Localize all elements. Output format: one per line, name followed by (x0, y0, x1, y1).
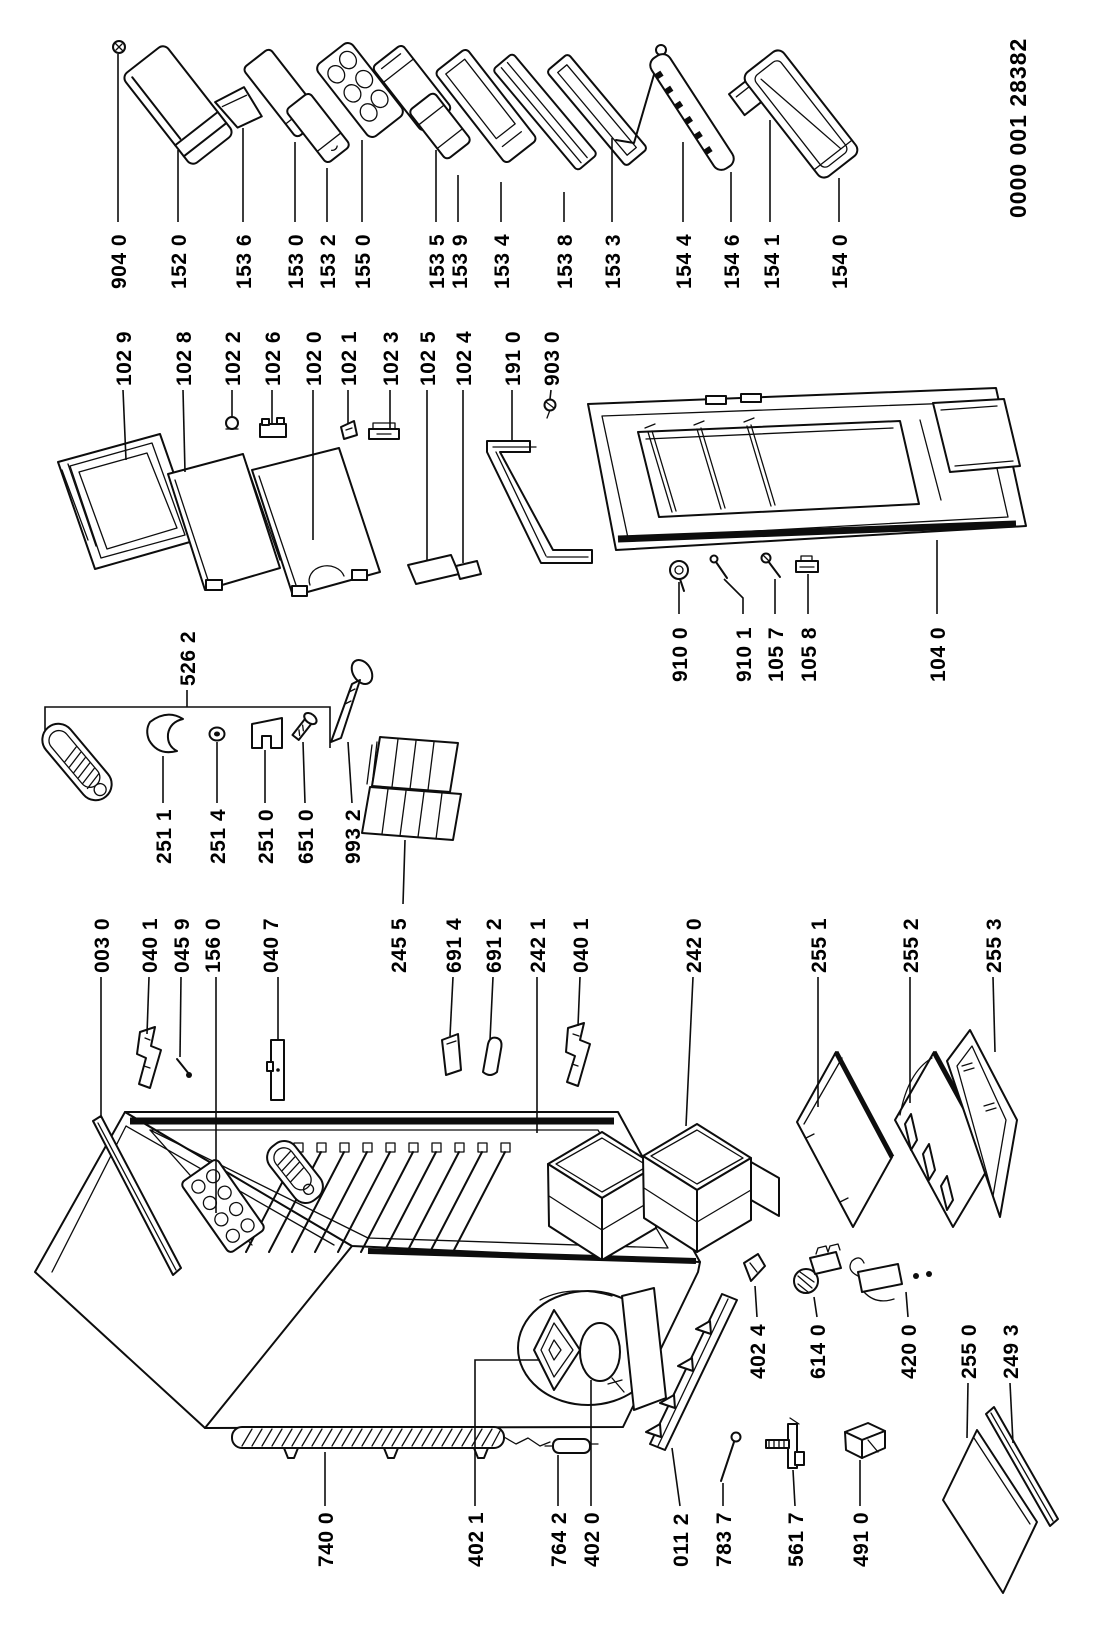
part-label-102-5: 102 5 (417, 330, 440, 386)
part-label-764-2: 764 2 (548, 1511, 571, 1567)
part-label-102-3: 102 3 (380, 330, 403, 386)
part-label-251-1: 251 1 (153, 808, 176, 864)
part-label-910-1: 910 1 (733, 626, 756, 682)
part-label-102-8: 102 8 (173, 330, 196, 386)
part-label-102-4: 102 4 (453, 330, 476, 386)
part-040-7-cover-strip (267, 1040, 284, 1100)
part-491-0-bracket-box (845, 1423, 885, 1458)
part-label-402-4: 402 4 (747, 1323, 770, 1379)
part-label-255-2: 255 2 (900, 917, 923, 973)
part-102-4-cover-plate (456, 561, 481, 579)
part-label-153-9: 153 9 (449, 233, 472, 289)
part-102-1-clip (341, 421, 357, 439)
part-label-154-6: 154 6 (721, 233, 744, 289)
part-label-904-0: 904 0 (108, 233, 131, 289)
part-label-255-3: 255 3 (983, 917, 1006, 973)
part-251-4-grommet (210, 728, 225, 741)
part-label-153-3: 153 3 (602, 233, 625, 289)
part-label-105-7: 105 7 (765, 626, 788, 682)
part-102-3-clip (369, 423, 399, 439)
part-label-993-2: 993 2 (342, 808, 365, 864)
part-154-6-toothed-trim (647, 51, 737, 174)
part-label-420-0: 420 0 (898, 1323, 921, 1379)
part-154-0-handle-trim (741, 47, 860, 181)
part-label-045-9: 045 9 (171, 917, 194, 973)
part-764-2-thermal-fuse (545, 1439, 598, 1453)
part-label-152-0: 152 0 (168, 233, 191, 289)
part-label-740-0: 740 0 (315, 1511, 338, 1567)
part-label-155-0: 155 0 (352, 233, 375, 289)
part-label-249-3: 249 3 (1000, 1323, 1023, 1379)
part-651-0-screw (290, 711, 319, 742)
part-label-402-0: 402 0 (581, 1511, 604, 1567)
part-102-0-shelf-panel (252, 448, 380, 596)
part-102-2-clip (226, 417, 238, 429)
part-label-255-0: 255 0 (958, 1323, 981, 1379)
part-614-0-relay (794, 1244, 841, 1293)
part-label-255-1: 255 1 (808, 917, 831, 973)
part-402-4-clip (744, 1254, 765, 1281)
part-label-691-4: 691 4 (443, 917, 466, 973)
part-label-614-0: 614 0 (807, 1323, 830, 1379)
part-040-1-hinge-bottom (566, 1023, 590, 1086)
part-102-6-clip (260, 418, 286, 437)
part-691-4-clip (442, 1034, 461, 1075)
part-420-0-capacitor (850, 1258, 932, 1301)
part-label-561-7: 561 7 (785, 1511, 808, 1567)
part-label-040-1a: 040 1 (139, 917, 162, 973)
part-label-102-9: 102 9 (113, 330, 136, 386)
part-label-903-0: 903 0 (541, 330, 564, 386)
part-thermostat-housing (36, 717, 118, 807)
part-245-5-basket (362, 737, 461, 840)
part-740-0-condenser (232, 1427, 550, 1458)
part-label-242-1: 242 1 (527, 917, 550, 973)
part-191-0-gasket (487, 441, 592, 563)
part-label-242-0: 242 0 (683, 917, 706, 973)
part-label-153-2: 153 2 (317, 233, 340, 289)
part-label-251-0: 251 0 (255, 808, 278, 864)
part-561-7-valve (766, 1418, 804, 1468)
part-label-154-4: 154 4 (673, 233, 696, 289)
part-255-1-glass-shelf (797, 1052, 892, 1227)
part-label-191-0: 191 0 (502, 330, 525, 386)
part-040-1-hinge-top (137, 1027, 161, 1088)
part-label-105-8: 105 8 (798, 626, 821, 682)
part-label-104-0: 104 0 (927, 626, 950, 682)
part-label-102-2: 102 2 (222, 330, 245, 386)
part-910-1-pin (711, 556, 728, 579)
part-label-783-7: 783 7 (713, 1511, 736, 1567)
part-102-5-cover-plate (408, 555, 459, 584)
part-label-102-0: 102 0 (303, 330, 326, 386)
part-045-9-pin (177, 1059, 192, 1078)
part-label-153-0: 153 0 (285, 233, 308, 289)
part-783-7-capillary-pin (721, 1433, 741, 1482)
part-label-154-0: 154 0 (829, 233, 852, 289)
part-691-2-hook (483, 1038, 502, 1075)
part-105-7-screw (762, 554, 781, 578)
part-104-0-door-liner (588, 388, 1026, 550)
part-251-1-knob (147, 715, 183, 753)
part-label-691-2: 691 2 (483, 917, 506, 973)
part-label-156-0: 156 0 (202, 917, 225, 973)
part-label-251-4: 251 4 (207, 808, 230, 864)
part-label-102-1: 102 1 (338, 330, 361, 386)
part-label-154-1: 154 1 (761, 233, 784, 289)
part-label-153-4: 153 4 (491, 233, 514, 289)
part-label-040-7: 040 7 (260, 917, 283, 973)
part-904-0-screw (113, 41, 125, 53)
part-label-153-6: 153 6 (233, 233, 256, 289)
part-label-651-0: 651 0 (295, 808, 318, 864)
part-251-0-bracket (252, 718, 282, 748)
part-label-491-0: 491 0 (850, 1511, 873, 1567)
part-label-402-1: 402 1 (465, 1511, 488, 1567)
part-label-245-5: 245 5 (388, 917, 411, 973)
part-903-0-screw (545, 400, 556, 419)
part-label-153-8: 153 8 (554, 233, 577, 289)
part-label-040-1b: 040 1 (570, 917, 593, 973)
document-number: 0000 001 28382 (1005, 37, 1031, 218)
part-105-8-clip (796, 556, 818, 572)
group-bracket-526-2 (45, 690, 330, 748)
part-255-0-glass-cover (943, 1430, 1037, 1593)
compressor-lamp-assembly (518, 1288, 666, 1410)
part-label-102-6: 102 6 (262, 330, 285, 386)
part-label-153-5: 153 5 (426, 233, 449, 289)
part-label-910-0: 910 0 (669, 626, 692, 682)
part-label-011-2: 011 2 (670, 1513, 693, 1567)
part-label-003-0: 003 0 (91, 917, 114, 973)
part-label-526-2: 526 2 (177, 630, 200, 686)
part-993-2-scraper (331, 656, 377, 742)
